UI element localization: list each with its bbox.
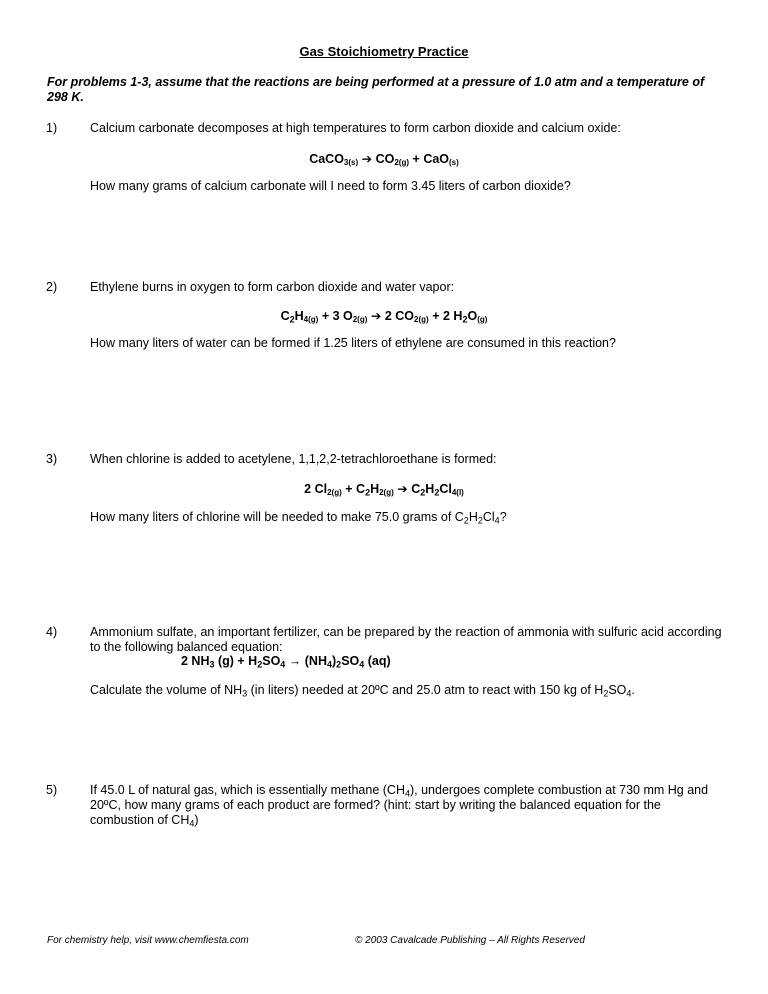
problem-3-question: How many liters of chlorine will be needed to make 75.0 grams of $C_2H_2Cl_4$? bbox=[90, 510, 507, 526]
problem-4-number: 4) bbox=[46, 625, 58, 639]
problem-4-statement: Ammonium sulfate, an important fertilizer, can be prepared by the reaction of ammonia with sulfuric acid according to the following balanced equation: bbox=[90, 625, 722, 654]
footer-copyright: © 2003 Cavalcade Publishing – All Rights Reserved bbox=[355, 935, 585, 946]
problem-1-statement: Calcium carbonate decomposes at high temperatures to form carbon dioxide and calcium oxide: bbox=[90, 121, 621, 135]
problem-5-text: If 45.0 L of natural gas, which is essentially methane $(CH_4)$, undergoes complete combustion at 730 mm Hg and 20ºC, how many grams of each product are formed? (hint: start by writing the balanced equation for the combustion of $CH_4$) bbox=[90, 783, 709, 829]
problem-1-equation: CaCO$_{3(s)}$ ➔ $CO_{2(g)} + CaO_{(s)}$ bbox=[309, 152, 459, 167]
problem-4-question: Calculate the volume of $NH_3$ (in liters) needed at 20ºC and 25.0 atm to react with 150 kg of $H_2SO_4$. bbox=[90, 683, 635, 699]
problem-4-equation: 2 $NH_3$ $(g) + H_2SO_4 \to (NH_4)_2SO_4$ (aq) bbox=[181, 654, 391, 670]
problem-3-statement: When chlorine is added to acetylene, 1,1,2,2-tetrachloroethane is formed: bbox=[90, 452, 497, 466]
problem-2-statement: Ethylene burns in oxygen to form carbon dioxide and water vapor: bbox=[90, 280, 455, 294]
instructions: For problems 1-3, assume that the reactions are being performed at a pressure of 1.0 atm and a temperature of 298 K. bbox=[47, 75, 705, 104]
problem-2-number: 2) bbox=[46, 280, 58, 294]
problem-2-question: How many liters of water can be formed if 1.25 liters of ethylene are consumed in this reaction? bbox=[90, 336, 616, 350]
problem-3-equation: 2 $Cl_{2(g)} + C_2H_{2(g)}$ ➔ $C_2H_2Cl_{4(l)}$ bbox=[304, 482, 464, 498]
footer-help: For chemistry help, visit www.chemfiesta.com bbox=[47, 935, 249, 946]
problem-2-equation: $C_2H_{4(g)} + 3$ $O_{2(g)}$ ➔ 2 $CO_{2(g)} + 2$ $H_2O_{(g)}$ bbox=[280, 309, 488, 325]
problem-1-number: 1) bbox=[46, 121, 58, 135]
problem-3-number: 3) bbox=[46, 452, 58, 466]
page-title: Gas Stoichiometry Practice bbox=[299, 44, 469, 59]
problem-5-number: 5) bbox=[46, 783, 58, 797]
problem-1-question: How many grams of calcium carbonate will I need to form 3.45 liters of carbon dioxide? bbox=[90, 179, 571, 193]
